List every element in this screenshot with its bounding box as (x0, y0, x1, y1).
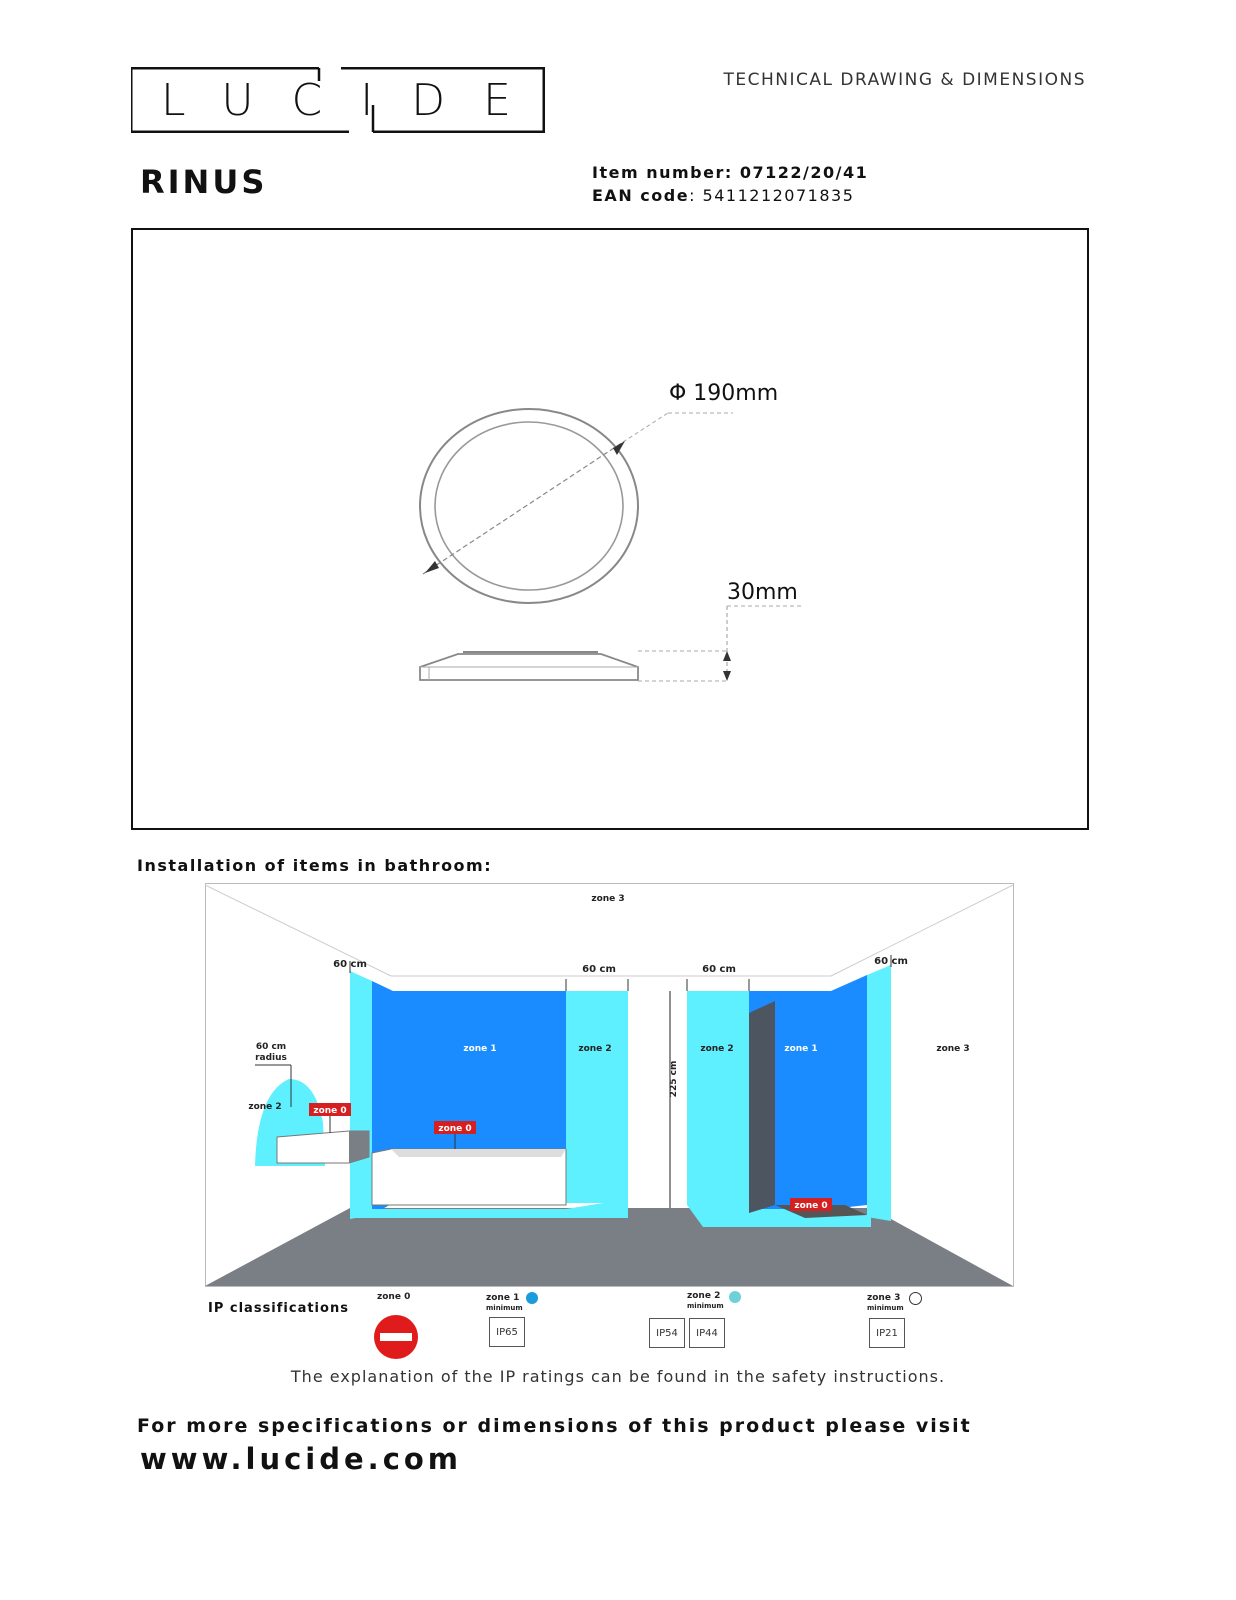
diameter-label: Φ 190mm (669, 381, 779, 406)
cm60-right-label: 60 cm (874, 956, 908, 967)
zone3-right-label: zone 3 (936, 1044, 970, 1054)
zone2-bath-label: zone 2 (578, 1044, 612, 1054)
footer-website-link[interactable]: www.lucide.com (140, 1442, 463, 1476)
footer-specifications-text: For more specifications or dimensions of this product please visit (137, 1415, 972, 1437)
ip-zone2-minimum: minimum (687, 1302, 724, 1310)
ip-zone1-minimum: minimum (486, 1304, 523, 1312)
brand-logo-text: LUCIDE (161, 75, 549, 126)
zone2-color-dot-icon (729, 1291, 741, 1303)
cm60-left-label: 60 cm (333, 959, 367, 970)
ip21-box: IP21 (869, 1318, 905, 1348)
installation-title: Installation of items in bathroom: (137, 856, 493, 875)
no-entry-icon (373, 1314, 419, 1360)
height225-label: 225 cm (669, 1060, 679, 1098)
ean-line: EAN code: 5411212071835 (592, 186, 855, 205)
document-type-label: TECHNICAL DRAWING & DIMENSIONS (723, 70, 1086, 90)
brand-logo (131, 67, 549, 133)
bathroom-zones-diagram (205, 883, 1015, 1292)
item-number-value: 07122/20/41 (739, 163, 869, 182)
ean-label: EAN code (592, 186, 690, 205)
zone2-sink-label: zone 2 (248, 1102, 282, 1112)
ip-zone2-caption: zone 2 (687, 1291, 721, 1301)
height-label: 30mm (727, 580, 798, 605)
ip-zone3-minimum: minimum (867, 1304, 904, 1312)
cm60-shower-label: 60 cm (702, 964, 736, 975)
technical-drawing (133, 230, 1087, 828)
ip-zone0-caption: zone 0 (377, 1292, 411, 1302)
zone3-empty-dot-icon (909, 1292, 922, 1305)
zone1-bath-label: zone 1 (463, 1044, 497, 1054)
zone0-bath-badge: zone 0 (438, 1124, 472, 1134)
zone0-sink-badge: zone 0 (313, 1106, 347, 1116)
ip44-box: IP44 (689, 1318, 725, 1348)
ip-ratings-note: The explanation of the IP ratings can be found in the safety instructions. (290, 1367, 946, 1386)
ip54-box: IP54 (649, 1318, 685, 1348)
ip65-box: IP65 (489, 1317, 525, 1347)
ean-value: 5411212071835 (702, 186, 855, 205)
zone1-shower-label: zone 1 (784, 1044, 818, 1054)
zone2-shower-label: zone 2 (700, 1044, 734, 1054)
ip-zone1-caption: zone 1 (486, 1293, 520, 1303)
zone1-color-dot-icon (526, 1292, 538, 1304)
item-number-line (592, 163, 868, 182)
radius-label-line2: radius (255, 1053, 287, 1063)
ip-zone3-caption: zone 3 (867, 1293, 901, 1303)
zone0-shower-badge: zone 0 (794, 1201, 828, 1211)
technical-drawing-frame (131, 228, 1089, 830)
product-name: RINUS (140, 163, 268, 201)
zone3-top-label: zone 3 (591, 894, 625, 904)
item-number-label: Item number: (592, 163, 733, 182)
ip-classifications-title: IP classifications (208, 1301, 349, 1316)
cm60-bath-label: 60 cm (582, 964, 616, 975)
radius-label-line1: 60 cm (255, 1042, 287, 1052)
